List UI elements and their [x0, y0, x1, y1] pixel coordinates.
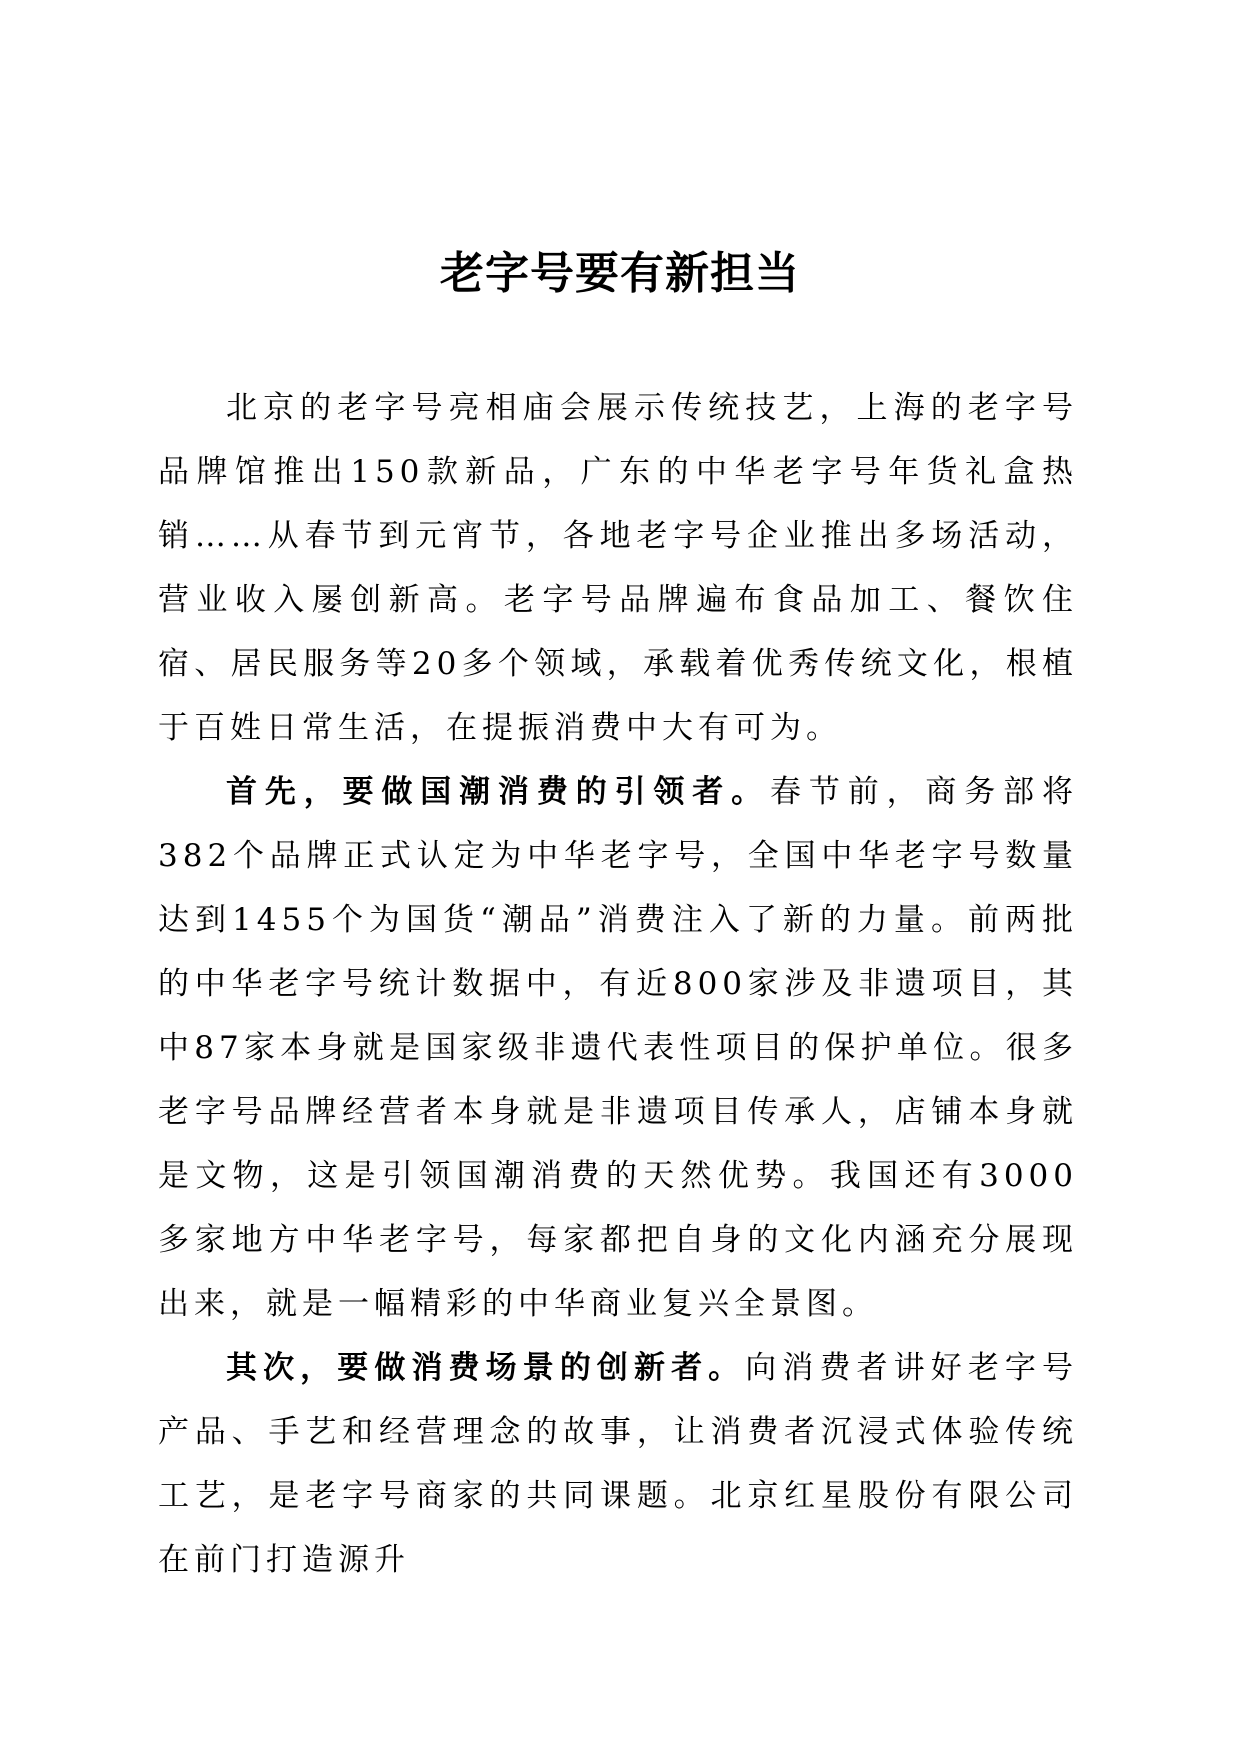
paragraph-text: 春节前，商务部将382个品牌正式认定为中华老字号，全国中华老字号数量达到1455个为国货“潮品”消费注入了新的力量。前两批的中华老字号统计数据中，有近800家涉及非遗项目，其中87家本身就是国家级非遗代表性项目的保护单位。很多老字号品牌经营者本身就是非遗项目传承人，店铺本身就是文物，这是引领国潮消费的天然优势。我国还有3000多家地方中华老字号，每家都把自身的文化内涵充分展现出来，就是一幅精彩的中华商业复兴全景图。 [158, 774, 1078, 1322]
paragraph-lead-heading: 其次，要做消费场景的创新者。 [226, 1350, 746, 1386]
document-title: 老字号要有新担当 [440, 248, 800, 299]
paragraph-text: 向消费者讲好老字号产品、手艺和经营理念的故事，让消费者沉浸式体验传统工艺，是老字号商家的共同课题。北京红星股份有限公司在前门打造源升 [158, 1350, 1079, 1578]
paragraph-first-point [158, 760, 1078, 1336]
paragraph-intro [158, 376, 1078, 760]
paragraph-lead-heading: 首先，要做国潮消费的引领者。 [226, 774, 770, 810]
paragraph-text: 北京的老字号亮相庙会展示传统技艺，上海的老字号品牌馆推出150款新品，广东的中华老字号年货礼盒热销……从春节到元宵节，各地老字号企业推出多场活动，营业收入屡创新高。老字号品牌遍布食品加工、餐饮住宿、居民服务等20多个领域，承载着优秀传统文化，根植于百姓日常生活，在提振消费中大有可为。 [158, 390, 1078, 746]
paragraph-second-point [158, 1336, 1078, 1592]
document-body [158, 376, 1078, 1592]
